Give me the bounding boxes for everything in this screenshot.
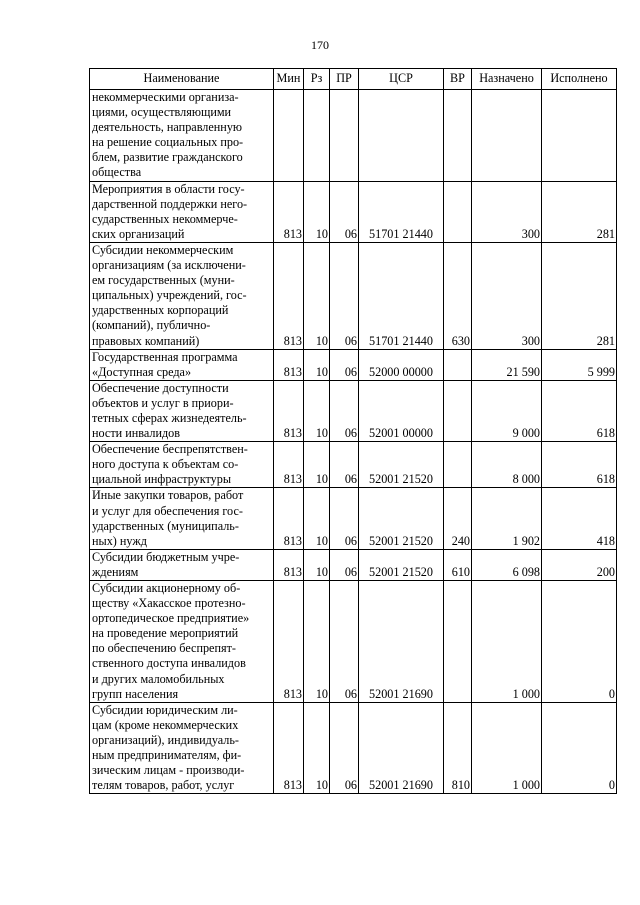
row-min (274, 90, 304, 182)
row-name: Субсидии бюджетным учре- ждениям (90, 549, 274, 580)
row-min: 813 (274, 549, 304, 580)
table-row (90, 442, 617, 488)
table-row (90, 90, 617, 182)
row-pr: 06 (330, 242, 359, 349)
row-pr: 06 (330, 581, 359, 703)
row-pr: 06 (330, 349, 359, 380)
row-pr: 06 (330, 181, 359, 242)
row-rz: 10 (304, 549, 330, 580)
header-pr: ПР (330, 69, 359, 90)
row-executed: 5 999 (542, 349, 617, 380)
row-vr (444, 349, 472, 380)
row-assigned: 1 000 (472, 702, 542, 794)
page-number: 170 (311, 38, 329, 52)
table-row (90, 349, 617, 380)
row-vr (444, 380, 472, 441)
row-vr: 240 (444, 488, 472, 549)
row-name: Субсидии некоммерческим организациям (за исключени- ем государственных (муни- ципальных) учреждений, гос- ударственных корпораций (компаний), публично- правовых компаний) (90, 242, 274, 349)
row-executed: 0 (542, 581, 617, 703)
row-pr: 06 (330, 380, 359, 441)
row-assigned: 1 902 (472, 488, 542, 549)
row-csr: 52001 21690 (359, 702, 444, 794)
row-name: Иные закупки товаров, работ и услуг для обеспечения гос- ударственных (муниципаль- ных) нужд (90, 488, 274, 549)
row-csr: 52001 21520 (359, 488, 444, 549)
row-rz (304, 90, 330, 182)
row-min: 813 (274, 380, 304, 441)
row-rz: 10 (304, 380, 330, 441)
row-pr: 06 (330, 702, 359, 794)
row-rz: 10 (304, 702, 330, 794)
row-pr: 06 (330, 488, 359, 549)
row-rz: 10 (304, 488, 330, 549)
row-executed: 0 (542, 702, 617, 794)
row-assigned: 1 000 (472, 581, 542, 703)
table-row (90, 488, 617, 549)
row-min: 813 (274, 488, 304, 549)
row-pr: 06 (330, 442, 359, 488)
row-assigned: 21 590 (472, 349, 542, 380)
row-assigned: 6 098 (472, 549, 542, 580)
row-min: 813 (274, 181, 304, 242)
row-assigned: 300 (472, 242, 542, 349)
row-pr (330, 90, 359, 182)
table-row (90, 581, 617, 703)
row-rz: 10 (304, 581, 330, 703)
row-assigned: 9 000 (472, 380, 542, 441)
row-executed: 618 (542, 380, 617, 441)
row-name: Обеспечение доступности объектов и услуг в приори- тетных сферах жизнедеятель- ности инвалидов (90, 380, 274, 441)
row-name: Государственная программа «Доступная среда» (90, 349, 274, 380)
row-min: 813 (274, 242, 304, 349)
table-row (90, 549, 617, 580)
row-assigned: 300 (472, 181, 542, 242)
row-name: Субсидии юридическим ли- цам (кроме некоммерческих организаций), индивидуаль- ным предпринимателям, фи- зическим лицам - производи- телям товаров, работ, услуг (90, 702, 274, 794)
row-vr: 810 (444, 702, 472, 794)
row-csr (359, 90, 444, 182)
header-min: Мин (274, 69, 304, 90)
row-executed: 200 (542, 549, 617, 580)
row-min: 813 (274, 581, 304, 703)
header-csr: ЦСР (359, 69, 444, 90)
table-row (90, 242, 617, 349)
row-min: 813 (274, 442, 304, 488)
row-name: Субсидии акционерному об- ществу «Хакасское протезно- ортопедическое предприятие» на проведение мероприятий по обеспечению беспрепят- ственного доступа инвалидов и других маломобильных групп населения (90, 581, 274, 703)
row-vr (444, 181, 472, 242)
row-csr: 52000 00000 (359, 349, 444, 380)
table-row (90, 181, 617, 242)
header-name: Наименование (90, 69, 274, 90)
row-vr (444, 90, 472, 182)
row-pr: 06 (330, 549, 359, 580)
row-rz: 10 (304, 349, 330, 380)
row-vr: 630 (444, 242, 472, 349)
row-vr (444, 581, 472, 703)
header-assigned: Назначено (472, 69, 542, 90)
header-vr: ВР (444, 69, 472, 90)
row-rz: 10 (304, 442, 330, 488)
row-executed: 418 (542, 488, 617, 549)
row-executed: 618 (542, 442, 617, 488)
row-vr (444, 442, 472, 488)
table-header-row (90, 69, 617, 90)
row-vr: 610 (444, 549, 472, 580)
row-assigned: 8 000 (472, 442, 542, 488)
row-csr: 52001 21690 (359, 581, 444, 703)
header-executed: Исполнено (542, 69, 617, 90)
row-assigned (472, 90, 542, 182)
row-name: Мероприятия в области госу- дарственной поддержки него- сударственных некоммерче- ских организаций (90, 181, 274, 242)
row-min: 813 (274, 702, 304, 794)
row-csr: 51701 21440 (359, 181, 444, 242)
row-csr: 52001 21520 (359, 442, 444, 488)
header-rz: Рз (304, 69, 330, 90)
table-row (90, 702, 617, 794)
row-csr: 52001 21520 (359, 549, 444, 580)
row-csr: 52001 00000 (359, 380, 444, 441)
row-csr: 51701 21440 (359, 242, 444, 349)
budget-table (89, 68, 617, 794)
row-rz: 10 (304, 242, 330, 349)
row-min: 813 (274, 349, 304, 380)
row-rz: 10 (304, 181, 330, 242)
row-name: Обеспечение беспрепятствен- ного доступа к объектам со- циальной инфраструктуры (90, 442, 274, 488)
row-executed: 281 (542, 242, 617, 349)
row-name: некоммерческими организа- циями, осуществляющими деятельность, направленную на решение социальных про- блем, развитие гражданского общества (90, 90, 274, 182)
row-executed: 281 (542, 181, 617, 242)
row-executed (542, 90, 617, 182)
table-row (90, 380, 617, 441)
